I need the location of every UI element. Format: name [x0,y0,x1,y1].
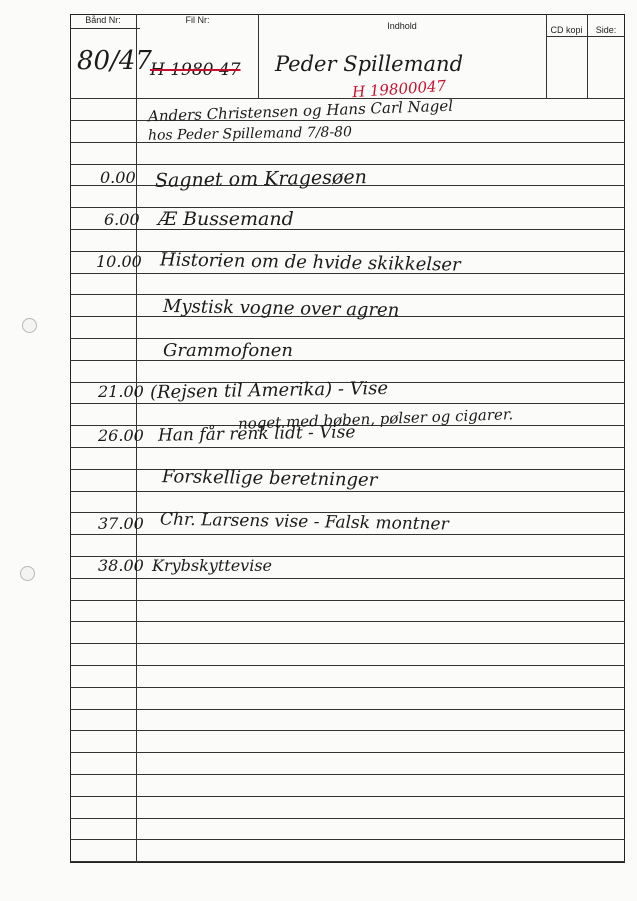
ruled-line [70,665,625,666]
ruled-line [70,600,625,601]
ruled-line [70,839,625,840]
entry-time: 21.00 [98,382,144,401]
intro-line-2: hos Peder Spillemand 7/8-80 [147,124,353,144]
entry-text: Grammofonen [163,340,294,361]
ruled-line [70,338,625,339]
ruled-line [70,752,625,753]
entry-time: 10.00 [96,252,142,271]
file-number-crossed-out: H 1980 47 [150,60,241,80]
entry-text: Mystisk vogne over agren [162,295,400,322]
entry-text: Han får renk lidt - Vise [157,422,356,446]
intro-line-1: Anders Christensen og Hans Carl Nagel [147,96,454,126]
ruled-line [70,796,625,797]
punch-hole-top [22,318,37,333]
entry-time: 38.00 [98,556,144,575]
entry-time: 6.00 [104,210,140,229]
ruled-line [70,578,625,579]
cd-copy-label: CD kopi [550,25,583,35]
entry-time: 37.00 [98,514,144,533]
entry-text: Sagnet om Kragesøen [154,166,368,192]
entry-text: Krybskyttevise [152,556,272,575]
ruled-line [70,207,625,208]
ruled-line [70,730,625,731]
header-bottom-rule [70,98,625,99]
header-underline [70,28,140,29]
ruled-line [70,861,625,862]
tape-number: 80/47 [77,46,152,76]
ruled-line [70,621,625,622]
ruled-line [70,403,625,404]
archive-number: H 19800047 [351,76,447,102]
entry-time: 26.00 [98,426,144,445]
recording-title: Peder Spillemand [275,52,464,76]
content-label: Indhold [387,21,417,31]
entry-text: noget med bøben, pølser og cigarer. [237,405,514,433]
ruled-line [70,360,625,361]
punch-hole-bottom [20,566,35,581]
ruled-line [70,709,625,710]
ruled-line [70,774,625,775]
ruled-line [70,687,625,688]
entry-text: Historien om de hvide skikkelser [159,249,461,276]
ruled-line [70,447,625,448]
ruled-line [70,818,625,819]
ruled-line [70,294,625,295]
ruled-line [70,643,625,644]
ruled-line [70,491,625,492]
file-no-label: Fil Nr: [185,15,210,25]
ruled-line [70,164,625,165]
entry-text: Æ Bussemand [158,208,294,230]
header-underline-cd [546,36,625,37]
tape-no-label: Bånd Nr: [85,15,121,25]
page-label: Side: [595,25,617,35]
entry-text: (Rejsen til Amerika) - Vise [149,377,389,404]
entry-text: Chr. Larsens vise - Falsk montner [159,509,449,535]
entry-text: Forskellige beretninger [161,466,378,491]
ruled-line [70,229,625,230]
ruled-line [70,534,625,535]
entry-time: 0.00 [100,168,136,187]
